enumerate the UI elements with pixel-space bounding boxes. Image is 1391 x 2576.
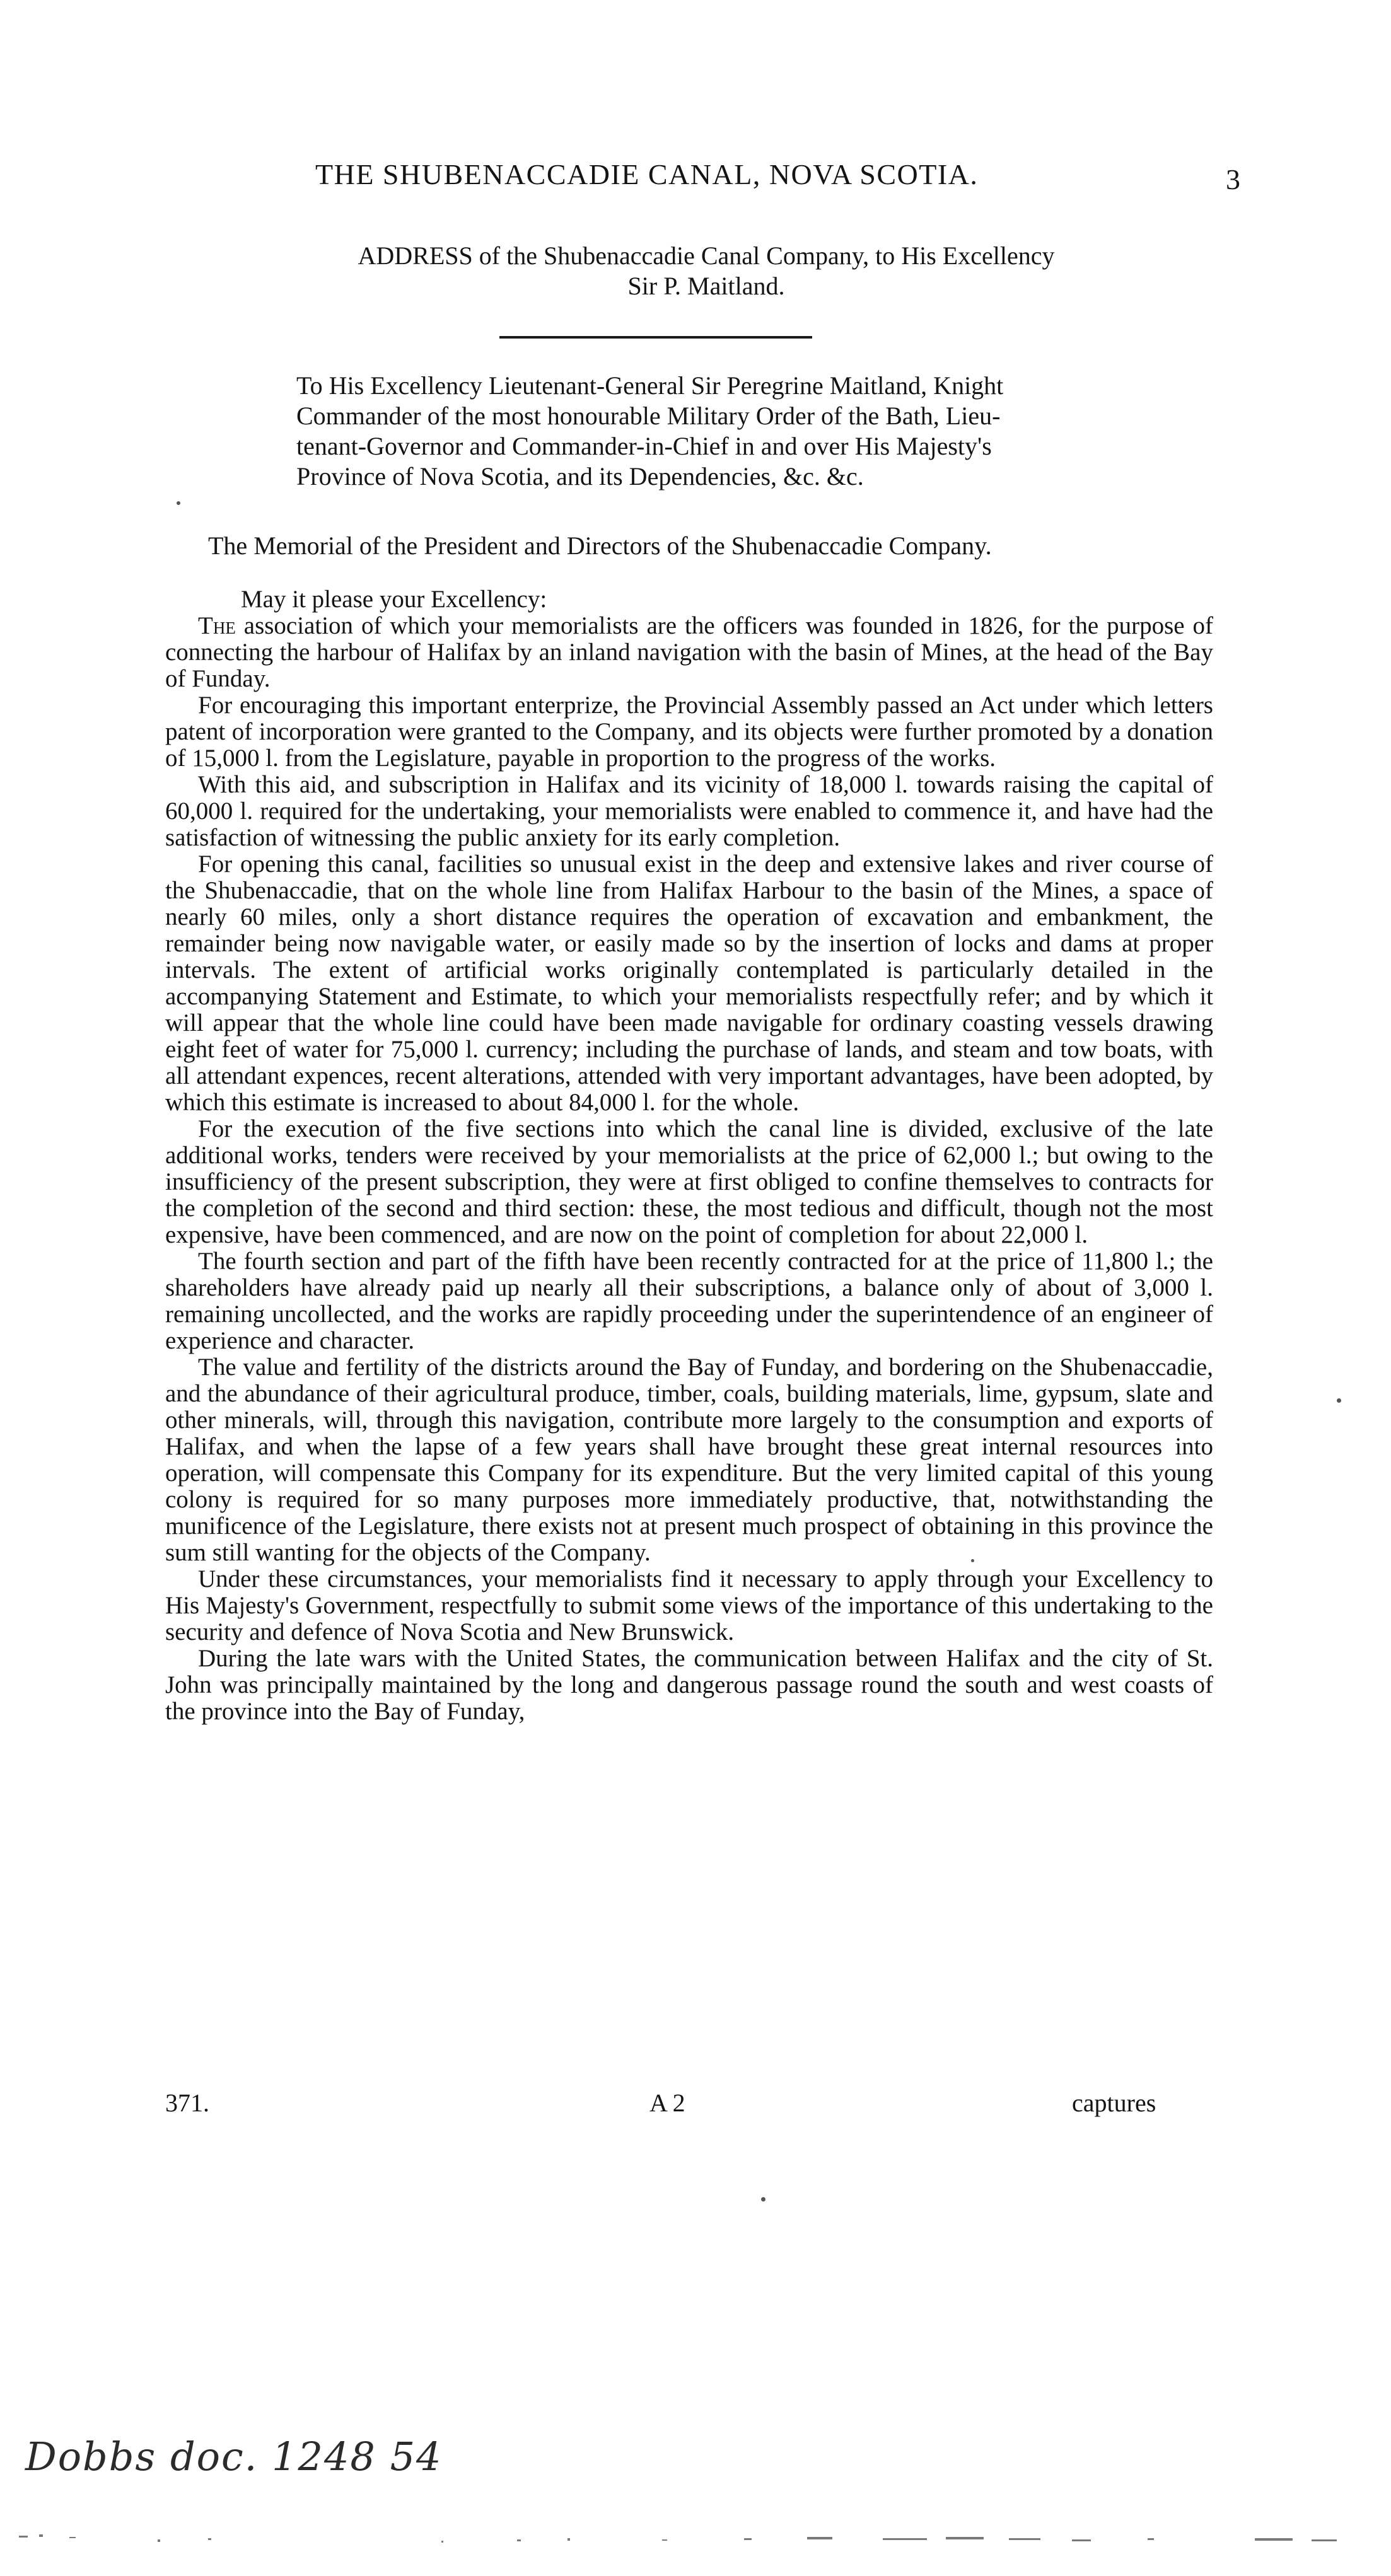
- body-paragraph: With this aid, and subscription in Halifax and its vicinity of 18,000 l. towards raising the capital of 60,000 l. required for the undertaking, your memorialists were enabled to commence it, and have had the satisfaction of witnessing the public anxiety for its early completion.: [165, 771, 1213, 851]
- document-title: [265, 241, 1148, 301]
- document-title-line-2: Sir P. Maitland.: [627, 272, 785, 300]
- running-head: [0, 158, 1391, 202]
- print-number: 371.: [165, 2089, 209, 2117]
- salutation-line: Province of Nova Scotia, and its Dependencies, &c. &c.: [296, 462, 864, 490]
- body-paragraph: The value and fertility of the districts around the Bay of Funday, and bordering on the Shubenaccadie, and the abundance of their agricultural produce, timber, coals, building materials, lime, gypsum, slate and other minerals, will, through this navigation, contribute more largely to the consumption and exports of Halifax, and when the lapse of a few years shall have brought these great internal resources into operation, will compensate this Company for its expenditure. But the very limited capital of this young colony is required for so many purposes more immediately productive, that, notwithstanding the munificence of the Legislature, there exists not at present much prospect of obtaining in this province the sum still wanting for the objects of the Company.: [165, 1354, 1213, 1566]
- salutation-block: [296, 371, 1212, 492]
- salutation-line: To His Excellency Lieutenant-General Sir Peregrine Maitland, Knight: [296, 371, 1004, 400]
- signature-mark: A 2: [649, 2089, 685, 2117]
- memorial-heading: The Memorial of the President and Directors of the Shubenaccadie Company.: [208, 531, 992, 560]
- catchword: captures: [1072, 2089, 1156, 2117]
- title-divider-rule: [499, 336, 812, 339]
- body-paragraph: [165, 613, 1213, 692]
- paragraph-text: association of which your memorialists are the officers was founded in 1826, for the purpose of connecting the harbour of Halifax by an inland navigation with the basin of Mines, at the head of the Bay of Funday.: [165, 612, 1213, 692]
- ink-speck: [1337, 1398, 1341, 1403]
- memorial-body: [165, 586, 1213, 1725]
- salutation-line: tenant-Governor and Commander-in-Chief in and over His Majesty's: [296, 432, 992, 460]
- opening-address: May it please your Excellency:: [241, 586, 547, 613]
- running-title: THE SHUBENACCADIE CANAL, NOVA SCOTIA.: [315, 158, 979, 190]
- body-paragraph: For encouraging this important enterprize, the Provincial Assembly passed an Act under which letters patent of incorporation were granted to the Company, and its objects were further promoted by a donation of 15,000 l. from the Legislature, payable in proportion to the progress of the works.: [165, 692, 1213, 772]
- body-paragraph: The fourth section and part of the fifth have been recently contracted for at the price of 11,800 l.; the shareholders have already paid up nearly all their subscriptions, a balance only of about of 3,000 l. remaining uncollected, and the works are rapidly proceeding under the superintendence of an engineer of experience and character.: [165, 1248, 1213, 1354]
- ink-speck: [761, 2197, 765, 2202]
- body-paragraph: For the execution of the five sections into which the canal line is divided, exclusive of the late additional works, tenders were received by your memorialists at the price of 62,000 l.; but owing to the insufficiency of the present subscription, they were at first obliged to confine themselves to contracts for the completion of the second and third section: these, the most tedious and difficult, though not the most expensive, have been commenced, and are now on the point of completion for about 22,000 l.: [165, 1115, 1213, 1248]
- ink-speck: [971, 1559, 974, 1562]
- paragraph-initial-word: The: [198, 612, 236, 639]
- document-title-line-1: ADDRESS of the Shubenaccadie Canal Company, to His Excellency: [358, 241, 1055, 270]
- page-number: 3: [1226, 163, 1240, 195]
- body-paragraph: During the late wars with the United States, the communication between Halifax and the city of St. John was principally maintained by the long and dangerous passage round the south and west coasts of the province into the Bay of Funday,: [165, 1645, 1213, 1725]
- salutation-line: Commander of the most honourable Military Order of the Bath, Lieu-: [296, 402, 1001, 430]
- scan-noise-strip: [0, 2522, 1391, 2560]
- handwritten-archive-note: Dobbs doc. 1248 54: [25, 2434, 443, 2480]
- ink-speck: [177, 501, 180, 505]
- body-paragraph: Under these circumstances, your memorialists find it necessary to apply through your Excellency to His Majesty's Government, respectfully to submit some views of the importance of this undertaking to the security and defence of Nova Scotia and New Brunswick.: [165, 1565, 1213, 1645]
- body-paragraph: For opening this canal, facilities so unusual exist in the deep and extensive lakes and river course of the Shubenaccadie, that on the whole line from Halifax Harbour to the basin of the Mines, a space of nearly 60 miles, only a short distance requires the operation of excavation and embankment, the remainder being now navigable water, or easily made so by the insertion of locks and dams at proper intervals. The extent of artificial works originally contemplated is particularly detailed in the accompanying Statement and Estimate, to which your memorialists respectfully refer; and by which it will appear that the whole line could have been made navigable for ordinary coasting vessels drawing eight feet of water for 75,000 l. currency; including the purchase of lands, and steam and tow boats, with all attendant expences, recent alterations, attended with very important advantages, have been adopted, by which this estimate is increased to about 84,000 l. for the whole.: [165, 850, 1213, 1116]
- page-footer: [0, 2088, 1391, 2126]
